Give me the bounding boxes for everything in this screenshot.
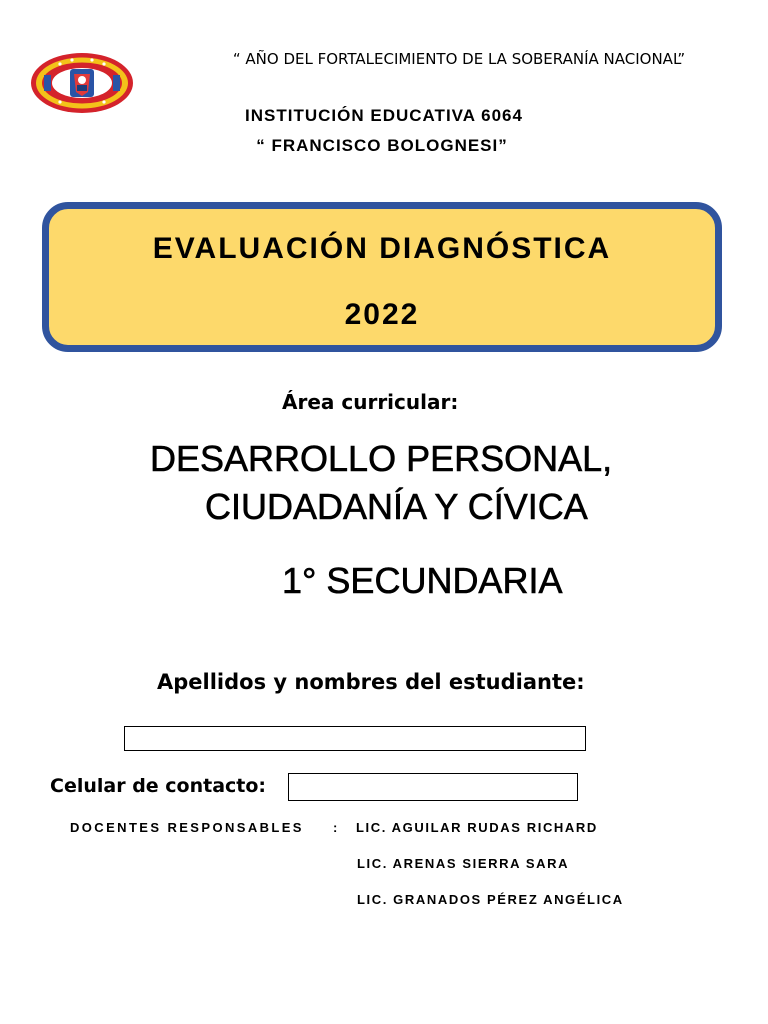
student-name-field[interactable] [124, 726, 586, 751]
national-motto [0, 50, 768, 68]
subject-line-2: CIUDADANÍA Y CÍVICA [205, 486, 588, 527]
teachers-colon: : [333, 820, 339, 835]
contact-phone-field[interactable] [288, 773, 578, 801]
teachers-label: DOCENTES RESPONSABLES [70, 820, 304, 835]
national-motto-text: “ AÑO DEL FORTALECIMIENTO DE LA SOBERANÍA NACIONAL” [232, 50, 686, 68]
contact-phone-label: Celular de contacto: [50, 775, 267, 797]
school-name: “ FRANCISCO BOLOGNESI” [256, 136, 508, 155]
subject-line-1: DESARROLLO PERSONAL, [150, 438, 613, 479]
teacher-name: LIC. AGUILAR RUDAS RICHARD [356, 820, 598, 835]
area-label: Área curricular: [282, 390, 459, 414]
institution-name: INSTITUCIÓN EDUCATIVA 6064 [245, 106, 523, 125]
student-name-label: Apellidos y nombres del estudiante: [157, 670, 585, 694]
evaluation-year: 2022 [344, 298, 420, 331]
grade-level: 1° SECUNDARIA [282, 560, 563, 601]
teacher-name: LIC. ARENAS SIERRA SARA [357, 856, 570, 871]
teacher-name: LIC. GRANADOS PÉREZ ANGÉLICA [357, 892, 624, 907]
evaluation-title: EVALUACIÓN DIAGNÓSTICA [152, 232, 612, 265]
